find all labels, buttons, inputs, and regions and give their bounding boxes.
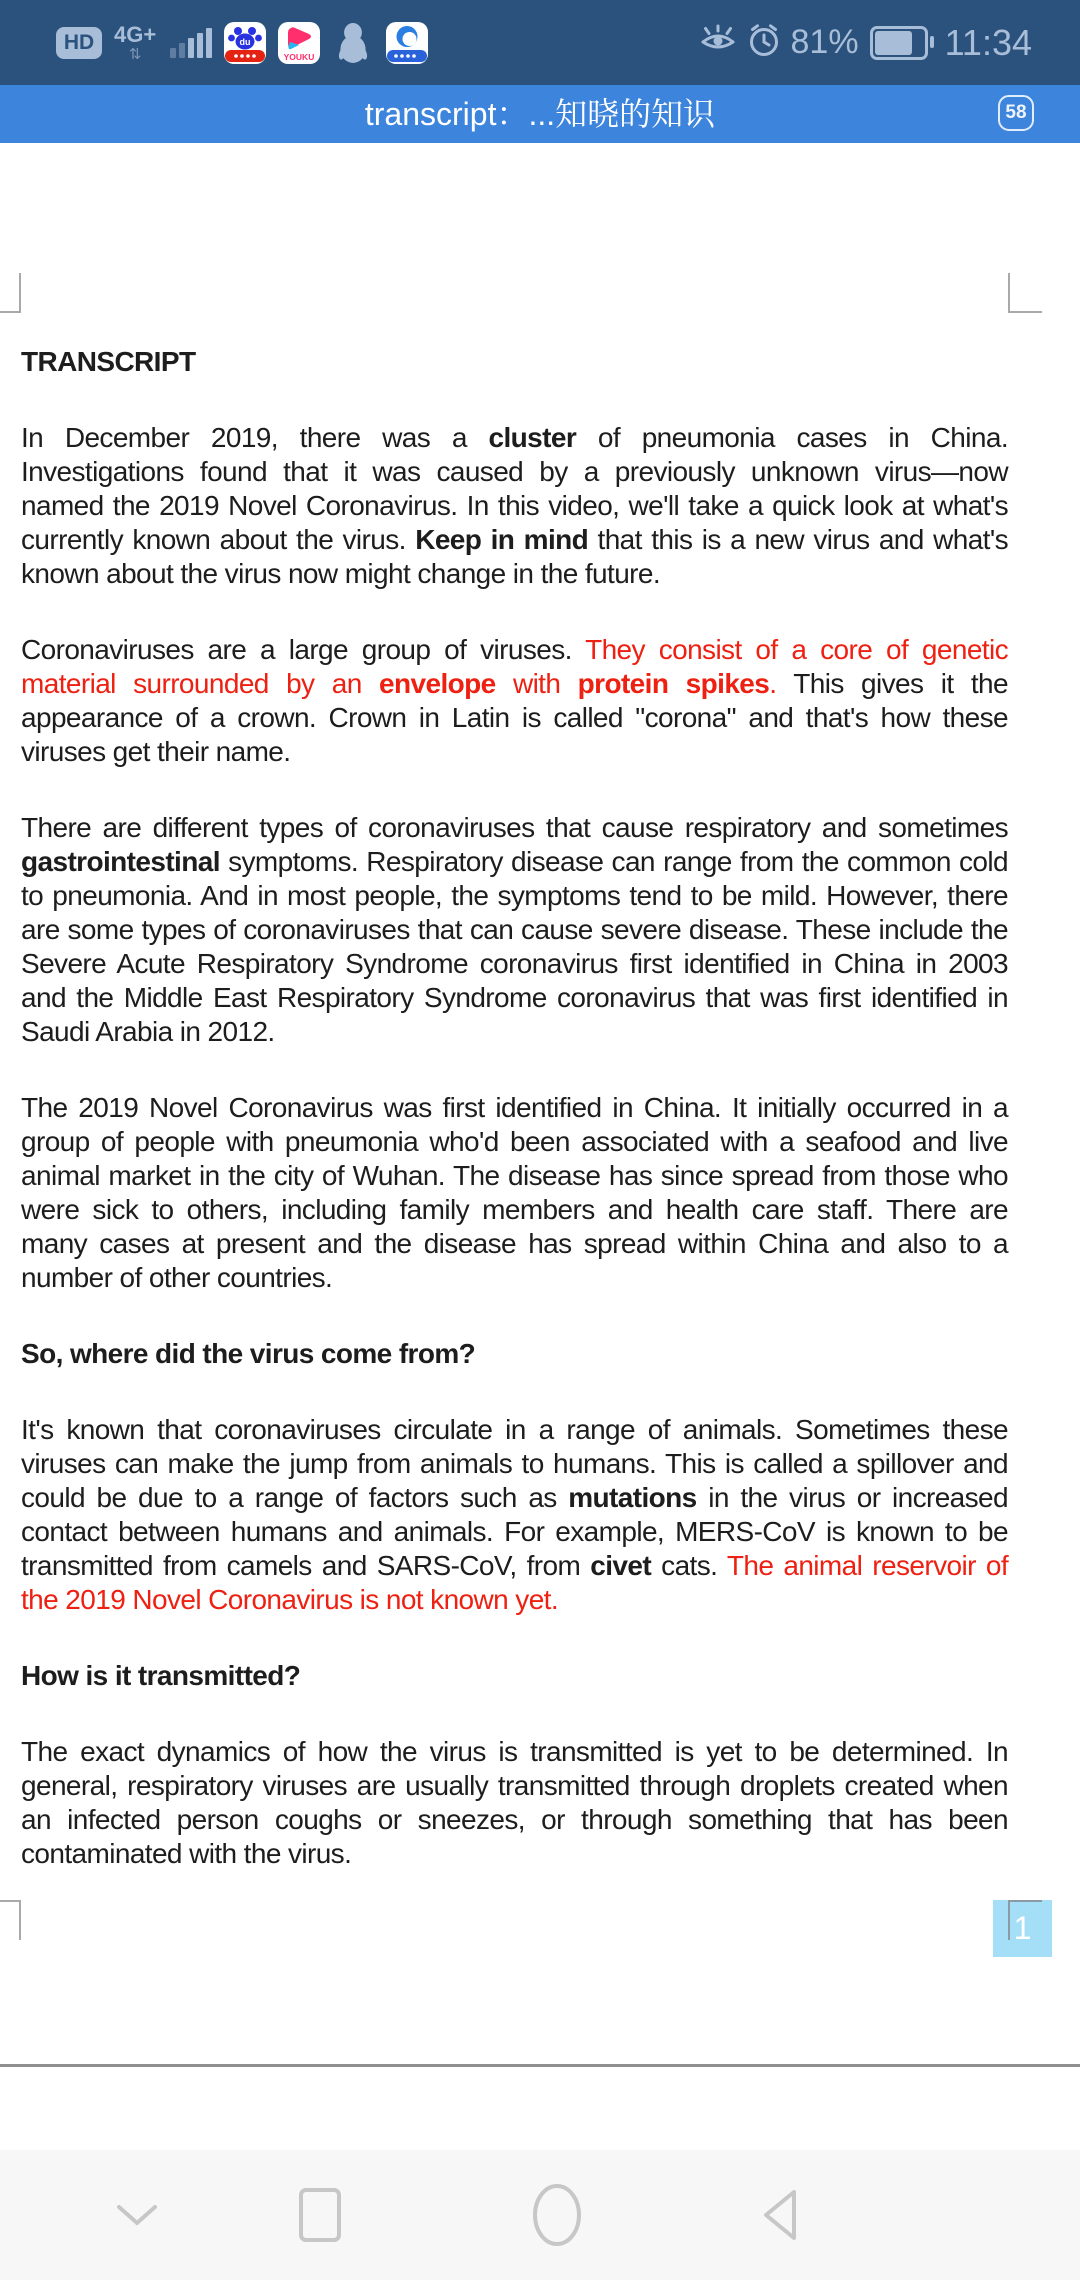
page-margin-mark-top-left bbox=[0, 273, 21, 313]
text-run: The exact dynamics of how the virus is transmitted is yet to be determined. In general, respiratory viruses are usually transmitted through droplets created when an infected person coughs or sneezes, or through something that has been contaminated with the virus. bbox=[21, 1736, 1008, 1869]
text-run: This gives it the appearance of a crown. Crown in Latin is called "corona" and that's how these viruses get their name. bbox=[21, 668, 1008, 767]
clock: 11:34 bbox=[944, 21, 1032, 63]
title-bar-58-icon[interactable]: 58 bbox=[998, 95, 1034, 131]
text-run: protein spikes bbox=[577, 668, 770, 699]
status-bar-left bbox=[56, 22, 699, 64]
paragraph bbox=[21, 811, 1008, 1049]
qq-notification-icon bbox=[332, 22, 374, 64]
text-run: TRANSCRIPT bbox=[21, 346, 196, 377]
document-title: transcript：...知晓的知识 bbox=[364, 96, 716, 132]
back-button[interactable] bbox=[756, 2150, 802, 2280]
heading bbox=[21, 1337, 1008, 1371]
page-margin-mark-bottom-right bbox=[1008, 1900, 1042, 1940]
page-separator-line bbox=[0, 2064, 1080, 2067]
battery-percent: 81% bbox=[790, 23, 859, 61]
svg-text:YOUKU: YOUKU bbox=[283, 51, 315, 62]
status-bar bbox=[0, 0, 1080, 85]
text-run: So, where did the virus come from? bbox=[21, 1338, 476, 1369]
hide-navbar-button[interactable] bbox=[113, 2150, 161, 2280]
page-margin-mark-bottom-left bbox=[0, 1900, 21, 1940]
text-run: How is it transmitted? bbox=[21, 1660, 301, 1691]
baidu-notification-icon bbox=[224, 22, 266, 64]
status-bar-right bbox=[699, 22, 1032, 64]
text-run: that this is a new virus and what's known about the virus now might change in the future. bbox=[21, 524, 1009, 589]
text-run: in the virus or increased contact between humans and animals. For example, MERS-CoV is known to be transmitted from camels and SARS-CoV, from bbox=[21, 1482, 1008, 1581]
text-run: In December 2019, there was a bbox=[21, 422, 489, 453]
text-run: mutations bbox=[568, 1482, 697, 1513]
text-run: gastrointestinal bbox=[21, 846, 220, 877]
text-run: civet bbox=[590, 1550, 652, 1581]
page-number-badge: 1 bbox=[993, 1900, 1052, 1957]
paragraph bbox=[21, 421, 1008, 591]
alarm-clock-icon bbox=[746, 22, 782, 63]
text-run: Keep in mind bbox=[415, 524, 589, 555]
heading bbox=[21, 1659, 1008, 1693]
paragraph bbox=[21, 1735, 1008, 1871]
eye-protection-icon bbox=[699, 24, 737, 61]
text-run: cluster bbox=[488, 422, 577, 453]
text-run: cats. bbox=[651, 1550, 727, 1581]
text-run: of pneumonia cases in China. Investigations found that it was caused by a previously unknown virus—now named the 2019 Novel Coronavirus. In this video, we'll take a quick look at what's currently known about the virus. bbox=[21, 422, 1008, 555]
text-run: There are different types of coronaviruses that cause respiratory and sometimes bbox=[21, 812, 1008, 843]
data-arrows-icon: ⇅ bbox=[128, 45, 142, 63]
text-run: Coronaviruses are a large group of viruses. bbox=[21, 634, 586, 665]
text-run: symptoms. Respiratory disease can range from the common cold to pneumonia. And in most people, the symptoms tend to be mild. However, there are some types of coronaviruses that can cause severe disease. These include the Severe Acute Respiratory Syndrome coronavirus first identified in China in 2003 and the Middle East Respiratory Syndrome coronavirus that was first identified in Saudi Arabia in 2012. bbox=[21, 846, 1008, 1047]
svg-text:du: du bbox=[239, 36, 251, 47]
home-circle-icon bbox=[531, 2182, 583, 2248]
paragraph bbox=[21, 633, 1008, 769]
app-title-bar bbox=[0, 85, 1080, 143]
recents-button[interactable] bbox=[296, 2150, 344, 2280]
home-button[interactable] bbox=[531, 2150, 583, 2280]
paragraph bbox=[21, 1413, 1008, 1617]
battery-icon bbox=[870, 26, 928, 60]
document-body bbox=[21, 143, 1008, 1913]
text-run: envelope bbox=[379, 668, 496, 699]
hd-icon: HD bbox=[56, 27, 102, 59]
text-run: . bbox=[769, 668, 794, 699]
text-run: It's known that coronaviruses circulate in a range of animals. Sometimes these viruses can make the jump from animals to humans. This is called a spillover and could be due to a range of factors such as bbox=[21, 1414, 1008, 1513]
browser-notification-icon bbox=[386, 22, 428, 64]
document-scroll-area[interactable] bbox=[0, 143, 1080, 2150]
text-run: with bbox=[495, 668, 578, 699]
heading bbox=[21, 345, 1008, 379]
page-margin-mark-top-right bbox=[1008, 273, 1042, 313]
signal-strength-icon bbox=[170, 28, 212, 58]
youku-notification-icon bbox=[278, 22, 320, 64]
back-triangle-icon bbox=[757, 2186, 801, 2244]
network-type: 4G+ ⇅ bbox=[114, 21, 157, 63]
text-run: They consist of a core of genetic material surrounded by an bbox=[21, 634, 1008, 699]
recents-square-icon bbox=[297, 2186, 343, 2244]
paragraph bbox=[21, 1091, 1008, 1295]
text-run: The animal reservoir of the 2019 Novel Coronavirus is not known yet. bbox=[21, 1550, 1008, 1615]
navigation-bar bbox=[0, 2150, 1080, 2280]
text-run: The 2019 Novel Coronavirus was first identified in China. It initially occurred in a group of people with pneumonia who'd been associated with a seafood and live animal market in the city of Wuhan. The disease has since spread from those who were sick to others, including family members and health care staff. There are many cases at present and the disease has spread within China and also to a number of other countries. bbox=[21, 1092, 1008, 1293]
chevron-down-icon bbox=[114, 2202, 160, 2228]
